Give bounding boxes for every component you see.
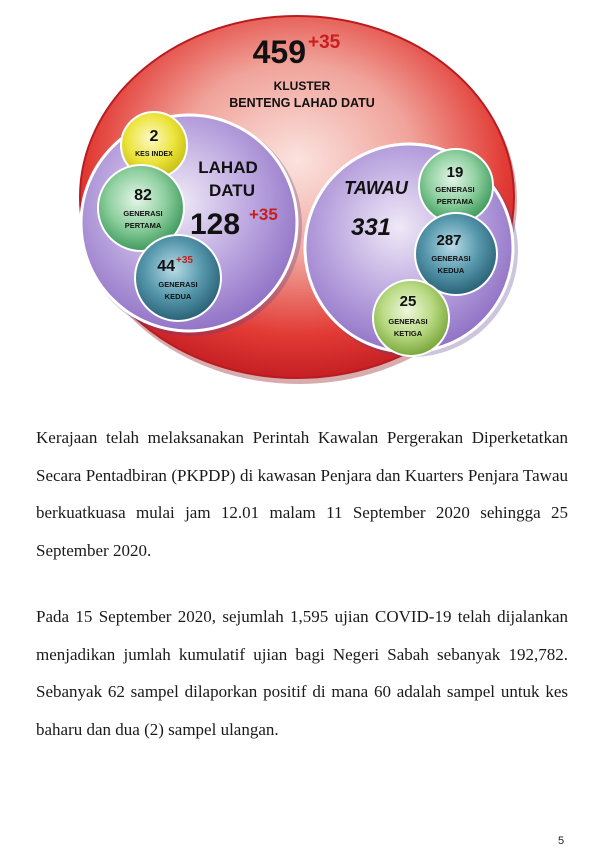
tawau-third-gen-label-line2: KETIGA <box>393 329 423 338</box>
lahad-datu-total: 128 <box>189 208 241 241</box>
tawau-first-gen-label-line2: PERTAMA <box>436 197 474 206</box>
kes-index-value: 2 <box>149 128 159 145</box>
tawau-second-gen-label-line2: KEDUA <box>437 266 465 275</box>
lahad-datu-total-increase: +35 <box>249 205 278 224</box>
tawau-total: 331 <box>350 214 392 241</box>
lahad-second-gen-label-line1: GENERASI <box>158 280 198 289</box>
tawau-second-gen-value: 287 <box>436 232 462 249</box>
cluster-total-increase: +35 <box>308 32 341 53</box>
cluster-bubble-diagram <box>0 0 605 410</box>
page-number: 5 <box>558 835 565 847</box>
tawau-first-gen-label-line1: GENERASI <box>435 185 475 194</box>
tawau-name: TAWAU <box>344 178 408 198</box>
tawau-first-gen-value: 19 <box>446 164 464 181</box>
tawau-second-gen-label-line1: GENERASI <box>431 254 471 263</box>
cluster-label-line1: KLUSTER <box>273 79 331 93</box>
lahad-second-gen-label-line2: KEDUA <box>164 292 192 301</box>
lahad-datu-name-line1: LAHAD <box>198 158 258 177</box>
tawau-third-gen-value: 25 <box>399 293 417 310</box>
paragraph-testing: Pada 15 September 2020, sejumlah 1,595 ujian COVID-19 telah dijalankan menjadikan jumlah kumulatif ujian bagi Negeri Sabah sebanyak 192,782. Sebanyak 62 sampel dilaporkan positif di mana 60 adalah sampel untuk kes baharu dan dua (2) sampel ulangan. <box>36 607 568 739</box>
lahad-first-gen-value: 82 <box>134 187 152 204</box>
lahad-second-gen-increase: +35 <box>176 255 193 266</box>
lahad-second-gen-bubble <box>135 235 221 321</box>
cluster-total: 459 <box>252 34 306 70</box>
cluster-label-line2: BENTENG LAHAD DATU <box>229 96 375 110</box>
kes-index-label: KES INDEX <box>135 151 173 158</box>
tawau-third-gen-label-line1: GENERASI <box>388 317 428 326</box>
lahad-first-gen-label-line1: GENERASI <box>123 209 163 218</box>
lahad-datu-name-line2: DATU <box>209 181 255 200</box>
lahad-first-gen-label-line2: PERTAMA <box>124 221 162 230</box>
lahad-second-gen-value: 44 <box>157 258 175 275</box>
paragraph-pkpdp: Kerajaan telah melaksanakan Perintah Kawalan Pergerakan Diperketatkan Secara Pentadbiran (PKPDP) di kawasan Penjara dan Kuarters Penjara Tawau berkuatkuasa mulai jam 12.01 malam 11 September 2020 sehingga 25 September 2020. <box>36 428 568 560</box>
